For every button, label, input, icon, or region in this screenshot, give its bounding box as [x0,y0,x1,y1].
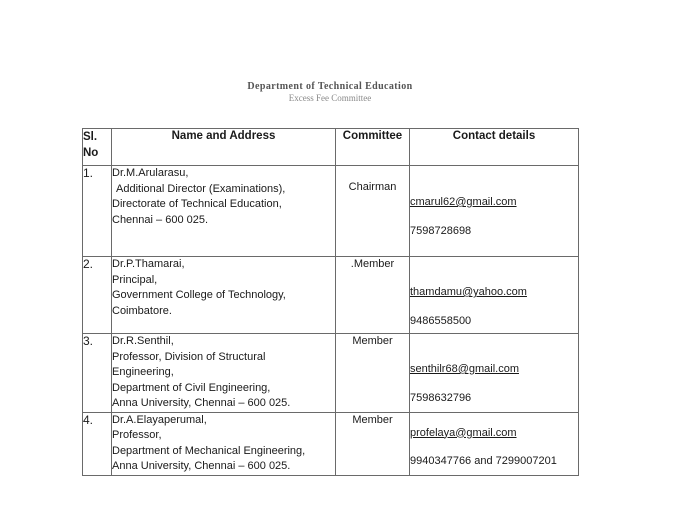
table-row [83,412,579,475]
email-link[interactable]: thamdamu@yahoo.com [410,286,527,298]
table-row [83,166,579,257]
committee-role: Member [336,412,410,475]
phone-number: 7598728698 [410,224,472,237]
serial-number: 1. [83,166,112,257]
serial-number: 4. [83,412,112,475]
table-row [83,334,579,413]
address-line: Professor, Division of Structural [112,350,266,363]
column-header-sl-line2: No [83,147,99,159]
column-header-sl-line1: Sl. [83,131,98,143]
phone-number: 9940347766 and 7299007201 [410,455,557,467]
phone-number: 7598632796 [410,391,472,404]
document-header [0,80,660,104]
address-line: Department of Civil Engineering, [112,381,271,394]
column-header-name: Name and Address [112,129,336,166]
name-and-address [112,166,336,257]
column-header-committee: Committee [336,129,410,166]
member-name: Dr.R.Senthil, [112,335,174,347]
address-line: Anna University, Chennai – 600 025. [112,460,291,472]
address-line: Coimbatore. [112,304,172,317]
table-header-row [83,129,579,166]
address-line: Anna University, Chennai – 600 025. [112,397,291,409]
contact-details [410,166,579,257]
column-header-sl-no [83,129,112,166]
name-and-address [112,334,336,413]
member-name: Dr.M.Arularasu, [112,167,189,179]
committee-role: .Member [336,257,410,334]
member-name: Dr.A.Elayaperumal, [112,413,207,426]
address-line: Chennai – 600 025. [112,213,209,226]
address-line: Professor, [112,429,162,441]
contact-details [410,412,579,475]
address-line: Government College of Technology, [112,289,286,301]
serial-number: 3. [83,334,112,413]
document-subtitle: Excess Fee Committee [288,93,372,103]
email-link[interactable]: profelaya@gmail.com [410,426,517,439]
member-name: Dr.P.Thamarai, [112,258,185,270]
address-line: Directorate of Technical Education, [112,198,282,210]
contact-details [410,334,579,413]
contact-details [410,257,579,334]
committee-role: Chairman [336,166,410,257]
name-and-address [112,257,336,334]
committee-role: Member [336,334,410,413]
phone-number: 9486558500 [410,314,472,327]
address-line: Department of Mechanical Engineering, [112,444,306,457]
column-header-contact: Contact details [410,129,579,166]
committee-table [82,128,579,476]
name-and-address [112,412,336,475]
table-row [83,257,579,334]
address-line: Engineering, [112,366,174,378]
email-link[interactable]: senthilr68@gmail.com [410,363,519,375]
address-line: Additional Director (Examinations), [116,182,286,195]
document-title: Department of Technical Education [247,81,413,92]
address-line: Principal, [112,273,158,286]
serial-number: 2. [83,257,112,334]
email-link[interactable]: cmarul62@gmail.com [410,196,517,208]
